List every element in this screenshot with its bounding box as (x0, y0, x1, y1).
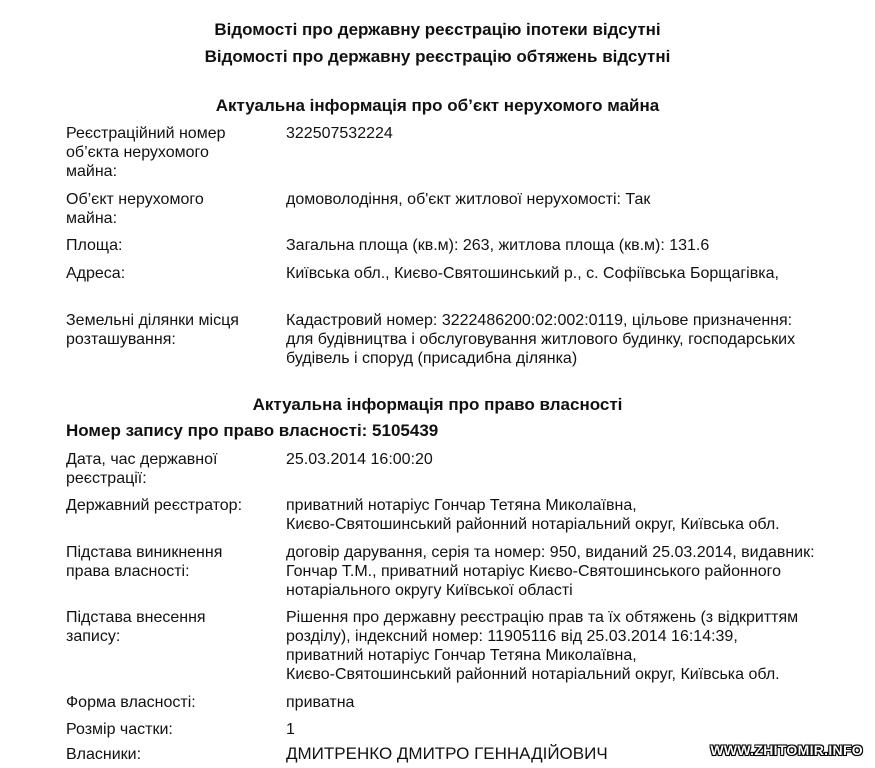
reg-datetime-value (286, 450, 856, 469)
registrar-value-line: Києво-Святошинський районний нотаріальний округ, Київська обл. (286, 516, 780, 533)
reg-number-label (66, 124, 266, 181)
reg-datetime-label (66, 450, 266, 488)
reg-number-label-line: об’єкта нерухомого (66, 144, 209, 161)
reg-number-label-line: майна: (66, 163, 118, 180)
object-type-value-line: домоволодіння, об'єкт житлової нерухомості: Так (286, 191, 651, 208)
land-plots-value-line: будівель і споруд (присадибна ділянка) (286, 350, 578, 367)
reg-number-value (286, 124, 856, 143)
registrar-value (286, 496, 856, 534)
ownership-form-value-line: приватна (286, 694, 355, 711)
area-label (66, 236, 266, 255)
reg-number-label-line: Реєстраційний номер (66, 125, 226, 142)
basis-of-right-value-line: Гончар Т.М., приватний нотаріус Києво-Святошинського районного (286, 563, 782, 580)
basis-of-entry-label (66, 608, 266, 646)
basis-of-entry-value-line: Києво-Святошинський районний нотаріальний округ, Київська обл. (286, 666, 780, 683)
share-value (286, 720, 856, 739)
basis-of-entry-value-line: Рішення про державну реєстрацію прав та їх обтяжень (з відкриттям (286, 609, 799, 626)
basis-of-right-value (286, 543, 856, 600)
basis-of-right-label-line: Підстава виникнення (66, 544, 223, 561)
share-label (66, 720, 266, 739)
land-plots-label (66, 311, 266, 349)
basis-of-entry-label-line: Підстава внесення (66, 609, 206, 626)
ownership-info-heading: Актуальна інформація про право власності (252, 395, 623, 414)
area-value (286, 236, 856, 255)
land-plots-value-line: Кадастровий номер: 3222486200:02:002:0119, цільове призначення: (286, 312, 793, 329)
share-label-line: Розмір частки: (66, 721, 173, 738)
basis-of-entry-value-line: розділу), індексний номер: 11905116 від 25.03.2014 16:14:39, (286, 628, 738, 645)
ownership-record-number: Номер запису про право власності: 5105439 (66, 421, 439, 440)
object-type-label-line: Об’єкт нерухомого (66, 191, 204, 208)
address-value (286, 264, 856, 283)
basis-of-right-value-line: договір дарування, серія та номер: 950, виданий 25.03.2014, видавник: (286, 544, 815, 561)
reg-datetime-value-line: 25.03.2014 16:00:20 (286, 451, 433, 468)
registrar-label (66, 496, 266, 515)
object-type-label (66, 190, 266, 228)
ownership-form-label-line: Форма власності: (66, 694, 196, 711)
land-plots-label-line: розташування: (66, 331, 176, 348)
site-watermark: WWW.ZHITOMIR.INFO (710, 742, 863, 758)
object-type-label-line: майна: (66, 210, 118, 227)
reg-number-value-line: 322507532224 (286, 125, 393, 142)
land-plots-label-line: Земельні ділянки місця (66, 312, 239, 329)
area-value-line: Загальна площа (кв.м): 263, житлова площа (кв.м): 131.6 (286, 237, 710, 254)
reg-datetime-label-line: Дата, час державної (66, 451, 218, 468)
owners-value-line: ДМИТРЕНКО ДМИТРО ГЕННАДІЙОВИЧ (286, 744, 608, 763)
address-value-line: Київська обл., Києво-Святошинський р., с. Софіївська Борщагівка, (286, 265, 779, 282)
mortgage-absent-heading: Відомості про державну реєстрацію іпотеки відсутні (214, 20, 661, 39)
basis-of-right-label (66, 543, 266, 581)
basis-of-entry-value-line: приватний нотаріус Гончар Тетяна Миколаївна, (286, 647, 637, 664)
encumbrance-absent-heading: Відомості про державну реєстрацію обтяжень відсутні (204, 47, 671, 66)
land-plots-value-line: для будівництва і обслуговування житлового будинку, господарських (286, 331, 796, 348)
ownership-form-value (286, 693, 856, 712)
share-value-line: 1 (286, 721, 295, 738)
object-type-value (286, 190, 856, 209)
basis-of-right-value-line: нотаріального округу Київської області (286, 582, 573, 599)
object-info-heading: Актуальна інформація про об’єкт нерухомого майна (215, 96, 660, 115)
owners-label (66, 745, 266, 764)
reg-datetime-label-line: реєстрації: (66, 470, 147, 487)
owners-label-line: Власники: (66, 746, 142, 763)
basis-of-entry-label-line: запису: (66, 628, 121, 645)
basis-of-right-label-line: права власності: (66, 563, 190, 580)
land-plots-value (286, 311, 856, 368)
address-label-line: Адреса: (66, 265, 126, 282)
area-label-line: Площа: (66, 237, 123, 254)
address-label (66, 264, 266, 283)
registrar-value-line: приватний нотаріус Гончар Тетяна Миколаївна, (286, 497, 637, 514)
basis-of-entry-value (286, 608, 856, 684)
registrar-label-line: Державний реєстратор: (66, 497, 243, 514)
ownership-form-label (66, 693, 266, 712)
